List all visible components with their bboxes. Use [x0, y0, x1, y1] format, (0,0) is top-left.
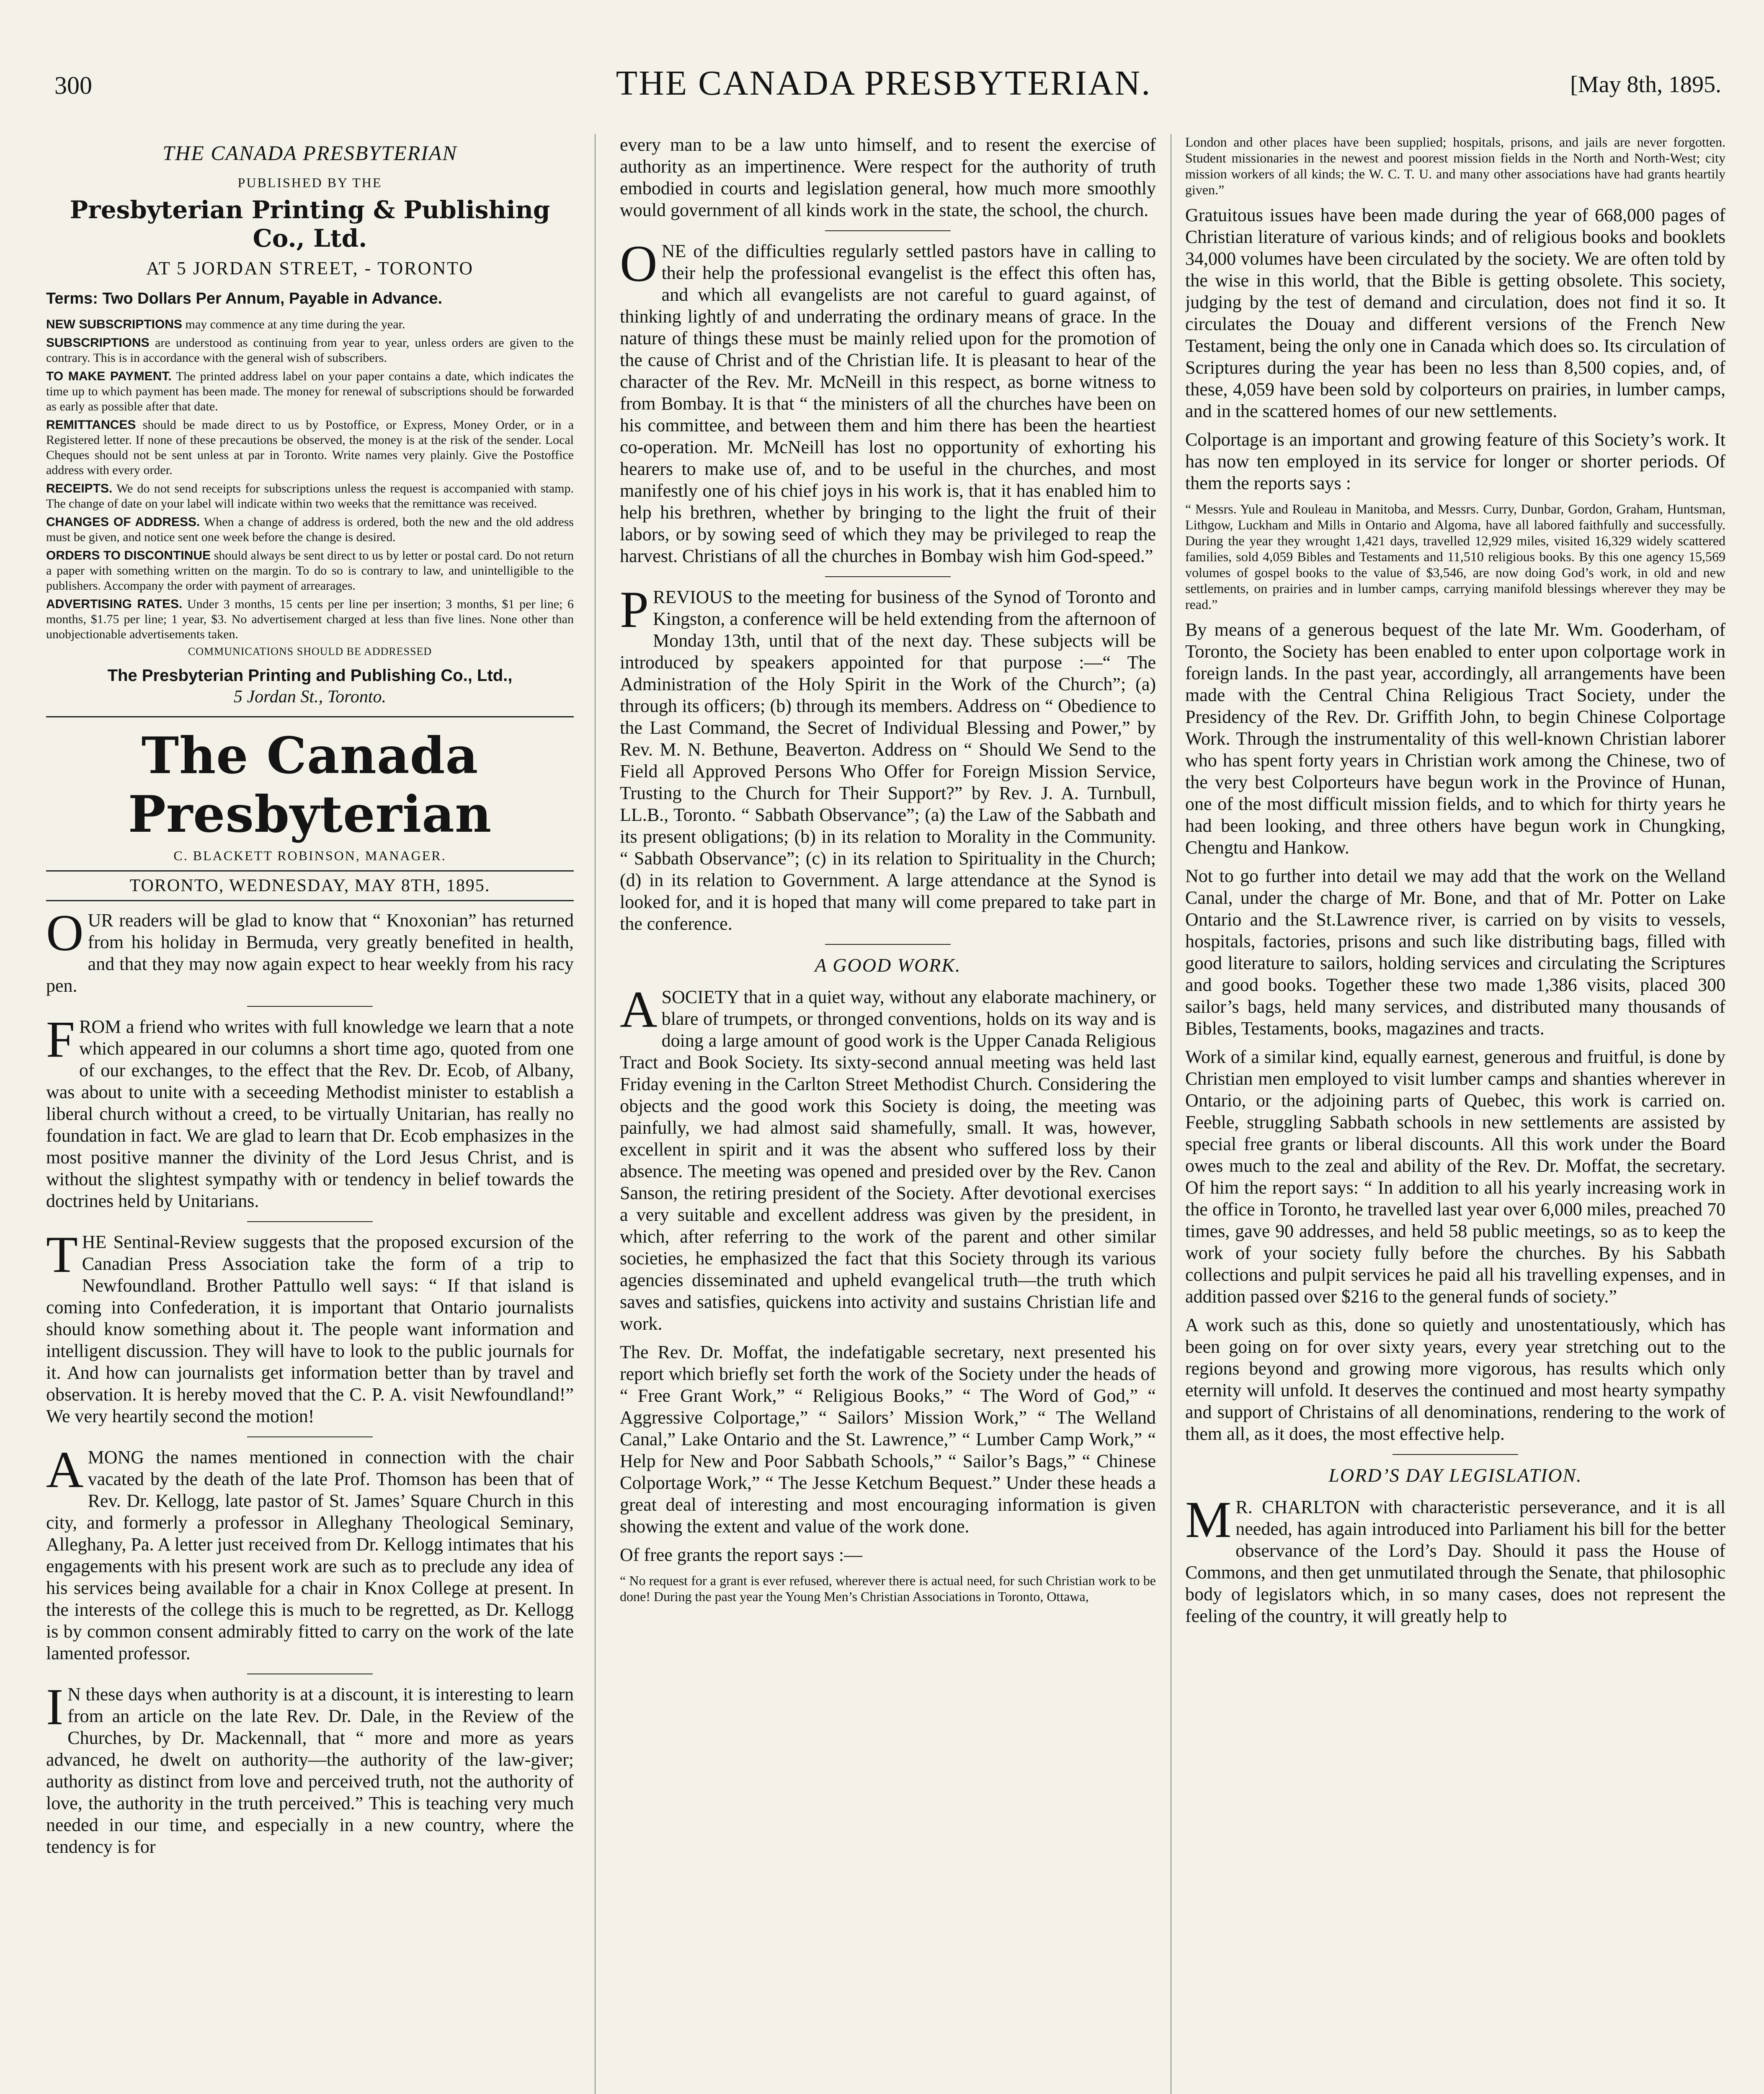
paragraph-colportage: Colportage is an important and growing feature of this Society’s work. It has now ten employed in its service for longer or shorter periods. Of them the reports says :	[1185, 429, 1725, 493]
notice-item: TO MAKE PAYMENT. The printed address label on your paper contains a date, which indicates the time up to which payment has been made. The money for renewal of subscriptions should be forwarded as early as possible after that date.	[46, 369, 574, 413]
paragraph-kellogg: AMONG the names mentioned in connection with the chair vacated by the death of the late Prof. Thomson has been that of Rev. Dr. Kellogg, late pastor of St. James’ Square Church in this city, and formerly a professor in Alleghany Theological Seminary, Alleghany, Pa. A letter just received from Dr. Kellogg intimates that his engagements with his present work are such as to preclude any idea of his services being available for a chair in Knox College at present. In the interests of the college this is much to be regretted, as Dr. Kellogg is by common consent admirably fitted to carry on the work of the late lamented professor.	[46, 1441, 574, 1663]
subscription-terms: Terms: Two Dollars Per Annum, Payable in Advance.	[46, 290, 443, 307]
drop-cap: F	[46, 1011, 75, 1068]
drop-cap: A	[46, 1441, 84, 1498]
quote-free-grants-cont: London and other places have been supplied; hospitals, prisons, and jails are never forgotten. Student missionaries in the newest and poorest mission fields in the North and North-West; city mission workers of all kinds; the W. C. T. U. and many other associations have had grants heartily given.”	[1185, 134, 1725, 197]
paragraph-gooderham-bequest: By means of a generous bequest of the late Mr. Wm. Gooderham, of Toronto, the Society has been enabled to enter upon colportage work in foreign lands. In the past year, accordingly, all arrangements have been made with the Central China Religious Tract Society, under the Presidency of the Rev. Dr. Griffith John, to begin Chinese Colportage Work. Through the instrumentality of this well-known Christian laborer who has spent forty years in Christian work among the Chinese, two of the very best Colporteurs have begun work in the Province of Hunan, one of the most difficult mission fields, and to which for thirty years he had been looking, and three others have begun work in Chungking, Chengtu and Hankow.	[1185, 619, 1725, 858]
divider	[247, 1006, 373, 1007]
notice-item: ORDERS TO DISCONTINUE should always be sent direct to us by letter or postal card. Do not return a paper with something written on the margin. To do so is contrary to law, and unintelligible to the publishers. Accompany the order with payment of arrearages.	[46, 549, 574, 593]
paragraph-press-association: THE Sentinal-Review suggests that the proposed excursion of the Canadian Press Association take the form of a trip to Newfoundland. Brother Pattullo well says: “ If that island is coming into Confederation, it is important that Ontario journalists should know something about it. The people want information and intelligent discussion. They will have to look to the public journals for it. And how can journalists get information better than by travel and observation. It is hereby moved that the C. P. A. visit Newfoundland!” We very heartily second the motion!	[46, 1226, 574, 1426]
page-number: 300	[54, 72, 92, 99]
paragraph-evangelist: ONE of the difficulties regularly settled pastors have in calling to their help the professional evangelist is the effect this often has, and which all evangelists are not careful to guard against, of thinking lightly of and underrating the ordinary means of grace. In the nature of things these must be mainly relied upon for the promotion of the cause of Christ and of the Christian life. It is pleasant to hear of the character of the Rev. Mr. McNeill in this respect, as borne witness to from Bombay. It is that “ the ministers of all the churches have been on his committee, and between them and him there has been the heartiest co-operation. Mr. McNeill has lost no opportunity of exhorting his hearers to make use of, and to be useful in the churches, and most manifestly one of his chief joys in his work is, that it has enabled him to help his brethren, whether by bringing to the light the fruit of their labors, or by sowing seed of which they may be privileged to reap the harvest. Christians of all the churches in Bombay wish him God-speed.”	[620, 235, 1156, 566]
divider	[1393, 1454, 1518, 1455]
paragraph-lumber-camps: Work of a similar kind, equally earnest, generous and fruitful, is done by Christian men employed to visit lumber camps and shanties wherever in Ontario, or the adjoining parts of Quebec, this work is carried on. Feeble, struggling Sabbath schools in new settlements are assisted by special free grants or liberal discounts. All this work under the Board owes much to the zeal and ability of the Rev. Dr. Moffat, the secretary. Of him the report says: “ In addition to all his yearly increasing work in the office in Toronto, he travelled last year over 6,000 miles, preached 70 times, gave 90 addresses, and held 58 public meetings, so as to keep the work of your society fully before the churches. By his Sabbath collections and pulpit services he paid all his travelling expenses, and in addition passed over $216 to the general funds of society.”	[1185, 1047, 1725, 1307]
masthead: The Canada Presbyterian	[128, 726, 492, 844]
notice-item: SUBSCRIPTIONS are understood as continuing from year to year, unless orders are given to the contrary. This is in accordance with the general wish of subscribers.	[46, 336, 574, 365]
column-1	[46, 134, 574, 2094]
paragraph-authority: I N these days when authority is at a discount, it is interesting to learn from an article on the late Rev. Dr. Dale, in the Review of the Churches, by Dr. Mackennall, that “ more and more as years advanced, he dwelt on authority—the authority of the law-giver; authority as distinct from love and perceived truth, not the authority of love, the authority in the truth perceived.” This is teaching very much needed in our time, and especially in a new country, where the tendency is for	[46, 1678, 574, 1857]
paragraph-ecob: FROM a friend who writes with full knowledge we learn that a note which appeared in our columns a short time ago, quoted from one of our exchanges, to the effect that the Rev. Dr. Ecob, of Albany, was about to unite with a seceeding Methodist minister to establish a liberal church without a creed, to be virtually Unitarian, has really no foundation in fact. We are glad to learn that Dr. Ecob emphasizes in the most positive manner the divinity of the Lord Jesus Christ, and is without the slightest sympathy with or tendency in belief towards the doctrines held by Unitarians.	[46, 1011, 574, 1211]
paragraph-work-summary: A work such as this, done so quietly and unostentatiously, which has been going on for over sixty years, every year stretching out to the regions beyond and growing more vigorous, has results which only eternity will unfold. It deserves the continued and most hearty sympathy and support of Christains of all denominations, rendering to the work of them all, as it does, the most effective help.	[1185, 1315, 1725, 1444]
drop-cap: O	[620, 235, 658, 292]
paragraph-welland-canal: Not to go further into detail we may add that the work on the Welland Canal, under the charge of Mr. Bone, and that of Mr. Potter on Lake Ontario and the St.Lawrence river, is carried on by visits to vessels, hospitals, factories, prisons and such like distributing bags, filled with good literature to sailors, holding services and circulating the Scriptures and good books. Together these two made 1,386 visits, placed 300 sailor’s bags, held many services, and distributed many thousands of Bibles, Testaments, books, magazines and tracts.	[1185, 866, 1725, 1039]
notice-item: RECEIPTS. We do not send receipts for subscriptions unless the request is accompanied with stamp. The change of date on your label will indicate within two weeks that the remittance was received.	[46, 482, 574, 511]
drop-cap: M	[1185, 1491, 1232, 1548]
drop-cap: A	[620, 981, 658, 1038]
publisher-address: 5 Jordan St., Toronto.	[233, 687, 387, 707]
drop-cap: P	[620, 581, 649, 638]
press-address: AT 5 JORDAN STREET, - TORONTO	[146, 258, 474, 279]
drop-cap: I	[46, 1678, 64, 1736]
section-title-lords-day: LORD’S DAY LEGISLATION.	[1328, 1465, 1582, 1486]
divider	[46, 716, 574, 717]
published-by: PUBLISHED BY THE	[237, 175, 382, 190]
column-divider	[595, 134, 596, 2094]
paragraph-knoxonian: OUR readers will be glad to know that “ Knoxonian” has returned from his holiday in Bermuda, very greatly benefited in health, and that they may now again expect to hear weekly from his racy pen.	[46, 904, 574, 996]
paragraph-moffat-report: The Rev. Dr. Moffat, the indefatigable secretary, next presented his report which briefly set forth the work of the Society under the heads of “ Free Grant Work,” “ Religious Books,” “ The Word of God,” “ Aggressive Colportage,” “ Sailors’ Mission Work,” “ The Welland Canal,” Lake Ontario and the St. Lawrence,” “ Lumber Camp Work,” “ Help for New and Poor Sabbath Schools,” “ Sailor’s Bags,” “ Chinese Colportage Work,” “ The Jesse Ketchum Bequest.” Under these heads a great deal of interesting and most encouraging information is given showing the extent and value of the work done.	[620, 1342, 1156, 1537]
manager-line: C. BLACKETT ROBINSON, MANAGER.	[173, 848, 446, 863]
divider	[46, 900, 574, 901]
drop-cap: T	[46, 1226, 78, 1283]
paragraph-charlton-bill: M R. CHARLTON with characteristic perseverance, and it is all needed, has again introduced into Parliament his bill for the better observance of the Lord’s Day. Should it pass the House of Commons, and then get unmutilated through the Senate, that philosophic body of legislators which, in so many cases, does not represent the feeling of the country, it will greatly help to	[1185, 1491, 1725, 1626]
divider	[46, 870, 574, 872]
divider	[247, 1436, 373, 1437]
paragraph-authority-cont: every man to be a law unto himself, and to resent the exercise of authority as an impertinence. Were respect for the authority of truth embodied in courts and legislation general, how much more smoothly would government of all kinds work in the state, the school, the church.	[620, 134, 1156, 220]
press-name: Presbyterian Printing & Publishing Co., Ltd.	[70, 196, 550, 253]
publisher-name: The Presbyterian Printing and Publishing Co., Ltd.,	[107, 666, 513, 685]
divider	[247, 1221, 373, 1222]
notice-item: NEW SUBSCRIPTIONS may commence at any time during the year.	[46, 317, 405, 331]
quote-colporteurs: “ Messrs. Yule and Rouleau in Manitoba, and Messrs. Curry, Dunbar, Gordon, Graham, Huntsman, Lithgow, Luckham and Mills in Ontario and Algoma, have all labored faithfully and successfully. During the year they wrought 1,421 days, travelled 12,929 miles, visited 16,329 widely scattered families, sold 4,059 Bibles and Testaments and 11,510 religious books. By this one agency 15,569 volumes of gospel books to the value of $3,546, are now doing God’s work, in old and new settlements, on prairies and in lumber camps, carrying manifold blessings wherever they may be read.”	[1185, 501, 1725, 612]
communications-note: COMMUNICATIONS SHOULD BE ADDRESSED	[188, 645, 432, 658]
header-date: [May 8th, 1895.	[1570, 72, 1721, 98]
quote-free-grants: “ No request for a grant is ever refused, wherever there is actual need, for such Christian work to be done! During the past year the Young Men’s Christian Associations in Toronto, Ottawa,	[620, 1573, 1156, 1604]
paragraph-society: ASOCIETY that in a quiet way, without any elaborate machinery, or blare of trumpets, or thronged conventions, holds on its way and is doing a large amount of good work is the Upper Canada Religious Tract and Book Society. Its sixty-second annual meeting was held last Friday evening in the Carlton Street Methodist Church. Considering the objects and the good work this Society is doing, the meeting was painfully, we had almost said shamefully, small. It was, however, excellent in spirit and it was the absent who suffered loss by their absence. The meeting was opened and presided over by the Rev. Canon Sanson, the retiring president of the Society. After devotional exercises a very suitable and excellent address was given by the president, in which, after referring to the work of the parent and other similar societies, he emphasized the fact that this Society through its various agencies disseminated and upheld evangelical truth—the truth which saves and satisfies, quickens into activity and sustains Christian life and work.	[620, 981, 1156, 1334]
notice-item: REMITTANCES should be made direct to us by Postoffice, or Express, Money Order, or in a Registered letter. If none of these precautions be observed, the money is at the risk of the sender. Local Cheques should not be sent unless at par in Toronto. Write names very plainly. Give the Postoffice address with every order.	[46, 418, 574, 477]
column-3	[1185, 134, 1725, 2094]
dateline: TORONTO, WEDNESDAY, MAY 8TH, 1895.	[129, 876, 490, 895]
section-title-good-work: A GOOD WORK.	[815, 954, 961, 976]
notice-item: CHANGES OF ADDRESS. When a change of address is ordered, both the new and the old address must be given, and notice sent one week before the change is desired.	[46, 515, 574, 544]
publication-title: THE CANADA PRESBYTERIAN	[162, 141, 457, 165]
paragraph-synod: PREVIOUS to the meeting for business of the Synod of Toronto and Kingston, a conference will be held extending from the afternoon of Monday 13th, until that of the next day. These subjects will be introduced by speakers appointed for that purpose :—“ The Administration of the Holy Spirit in the Work of the Church”; (a) through its officers; (b) through its members. Address on “ Obedience to the Last Command, the Secret of Individual Blessing and Power,” by Rev. M. N. Bethune, Beaverton. Address on “ Should We Send to the Field all Approved Persons Who Offer for Foreign Mission Service, Trusting to the Church for Their Support?” by Rev. J. A. Turnbull, LL.B., Toronto. “ Sabbath Observance”; (a) the Law of the Sabbath and its present obligations; (b) in its relation to Morality in the Community. “ Sabbath Observance”; (c) in its relation to Spirituality in the Church; (d) in its relation to Government. A large attendance at the Synod is looked for, and it is hoped that many will come prepared to take part in the conference.	[620, 581, 1156, 934]
notices-block	[46, 317, 574, 642]
paragraph-free-grants: Of free grants the report says :—	[620, 1545, 863, 1565]
drop-cap: O	[46, 904, 84, 962]
notice-item: ADVERTISING RATES. Under 3 months, 15 cents per line per insertion; 3 months, $1 per line; 6 months, $1.75 per line; 1 year, $3. No advertisement charged at less than five lines. None other than unobjectionable advertisements taken.	[46, 597, 574, 641]
divider	[825, 576, 951, 577]
divider	[825, 944, 951, 945]
divider	[825, 230, 951, 231]
paragraph-gratuitous-issues: Gratuitous issues have been made during the year of 668,000 pages of Christian literature of various kinds; and of religious books and booklets 34,000 volumes have been circulated by the society. We are often told by the wise in this world, that the Bible is getting obsolete. This society, judging by the test of demand and circulation, does not find it so. It circulates the Douay and different versions of the French New Testament, being the only one in Canada which does so. Its circulation of Scriptures during the year has been no less than 8,500 copies, and, of these, 4,059 have been sold by colporteurs on prairies, in lumber camps, and in the scattered homes of our new settlements.	[1185, 205, 1725, 421]
page-header	[46, 63, 1721, 113]
running-title: THE CANADA PRESBYTERIAN.	[616, 64, 1152, 103]
column-2	[620, 134, 1156, 2094]
